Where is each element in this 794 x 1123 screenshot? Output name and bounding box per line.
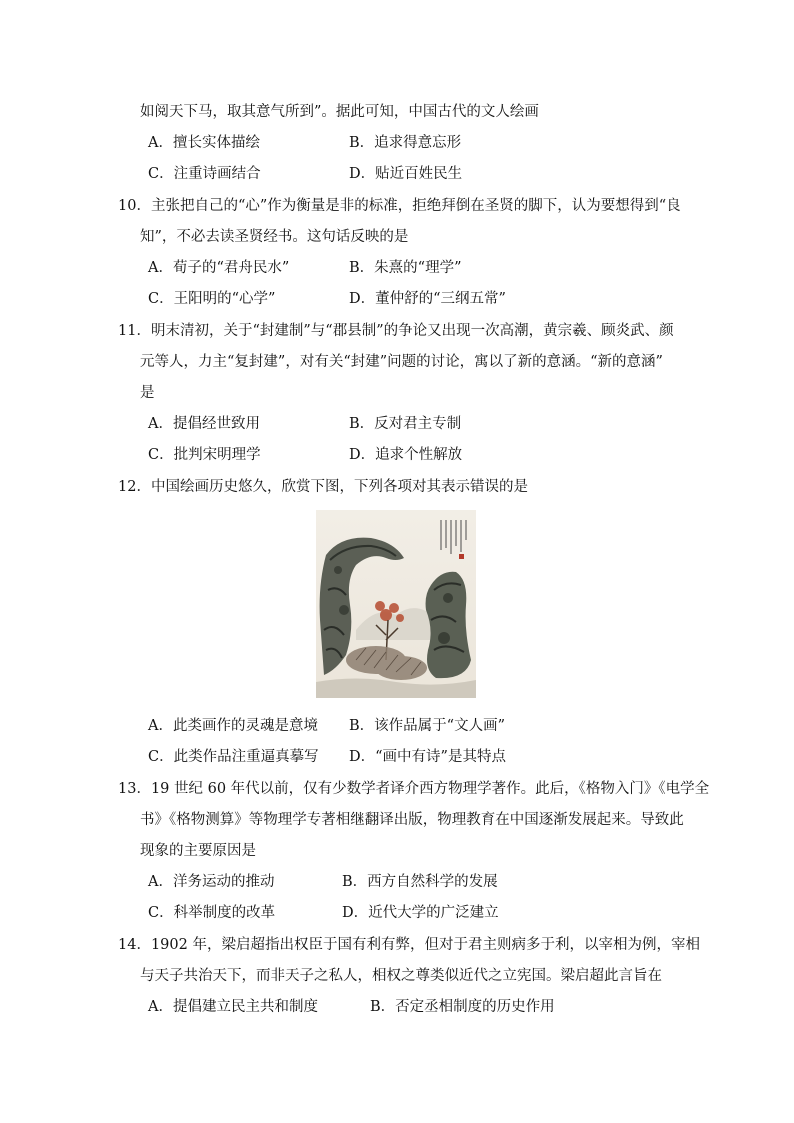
q13-stem-line3: 现象的主要原因是 xyxy=(140,843,256,859)
q13-option-a[interactable]: A．洋务运动的推动 xyxy=(148,874,275,890)
q13-stem-line1: 13．19 世纪 60 年代以前，仅有少数学者译介西方物理学著作。此后，《格物入门》《电学全 xyxy=(118,781,710,797)
q14-stem-line1: 14．1902 年，梁启超指出权臣于国有利有弊，但对于君主则病多于利，以宰相为例，宰相 xyxy=(118,937,700,953)
q13-option-b[interactable]: B．西方自然科学的发展 xyxy=(342,874,498,890)
q11-option-a[interactable]: A．提倡经世致用 xyxy=(148,416,260,432)
q12-option-a[interactable]: A．此类画作的灵魂是意境 xyxy=(148,718,318,734)
q11-stem-line1: 11．明末清初，关于“封建制”与“郡县制”的争论又出现一次高潮，黄宗羲、顾炎武、颜 xyxy=(118,323,674,339)
q10-option-a[interactable]: A．荀子的“君舟民水” xyxy=(148,260,290,276)
q12-option-b[interactable]: B．该作品属于“文人画” xyxy=(349,718,505,734)
q9-option-c[interactable]: C．注重诗画结合 xyxy=(148,166,261,182)
q12-option-c[interactable]: C．此类作品注重逼真摹写 xyxy=(148,749,319,765)
q13-option-c[interactable]: C．科举制度的改革 xyxy=(148,905,276,921)
q14-stem-line2: 与天子共治天下，而非天子之私人，相权之尊类似近代之立宪国。梁启超此言旨在 xyxy=(140,968,662,984)
q10-stem-line2: 知”，不必去读圣贤经书。这句话反映的是 xyxy=(140,229,409,245)
q9-option-d[interactable]: D．贴近百姓民生 xyxy=(349,166,463,182)
q11-option-b[interactable]: B．反对君主专制 xyxy=(349,416,462,432)
q9-option-b[interactable]: B．追求得意忘形 xyxy=(349,135,462,151)
q12-option-d[interactable]: D．“画中有诗”是其特点 xyxy=(349,749,506,765)
landscape-painting-image xyxy=(316,510,476,698)
q10-option-d[interactable]: D．董仲舒的“三纲五常” xyxy=(349,291,506,307)
q9-option-a[interactable]: A．擅长实体描绘 xyxy=(148,135,260,151)
q11-option-d[interactable]: D．追求个性解放 xyxy=(349,447,463,463)
q11-option-c[interactable]: C．批判宋明理学 xyxy=(148,447,261,463)
q14-option-a[interactable]: A．提倡建立民主共和制度 xyxy=(148,999,318,1015)
q13-stem-line2: 书》《格物测算》等物理学专著相继翻译出版，物理教育在中国逐渐发展起来。导致此 xyxy=(140,812,684,828)
q10-option-c[interactable]: C．王阳明的“心学” xyxy=(148,291,276,307)
q14-option-b[interactable]: B．否定丞相制度的历史作用 xyxy=(370,999,555,1015)
q10-option-b[interactable]: B．朱熹的“理学” xyxy=(349,260,462,276)
q11-stem-line2: 元等人，力主“复封建”，对有关“封建”问题的讨论，寓以了新的意涵。“新的意涵” xyxy=(140,354,663,370)
q13-option-d[interactable]: D．近代大学的广泛建立 xyxy=(342,905,499,921)
q11-stem-line3: 是 xyxy=(140,385,155,401)
q12-stem-line1: 12．中国绘画历史悠久，欣赏下图，下列各项对其表示错误的是 xyxy=(118,479,528,495)
q9-continuation: 如阅天下马，取其意气所到”。据此可知，中国古代的文人绘画 xyxy=(140,104,539,120)
q10-stem-line1: 10．主张把自己的“心”作为衡量是非的标准，拒绝拜倒在圣贤的脚下，认为要想得到“良 xyxy=(118,198,681,214)
